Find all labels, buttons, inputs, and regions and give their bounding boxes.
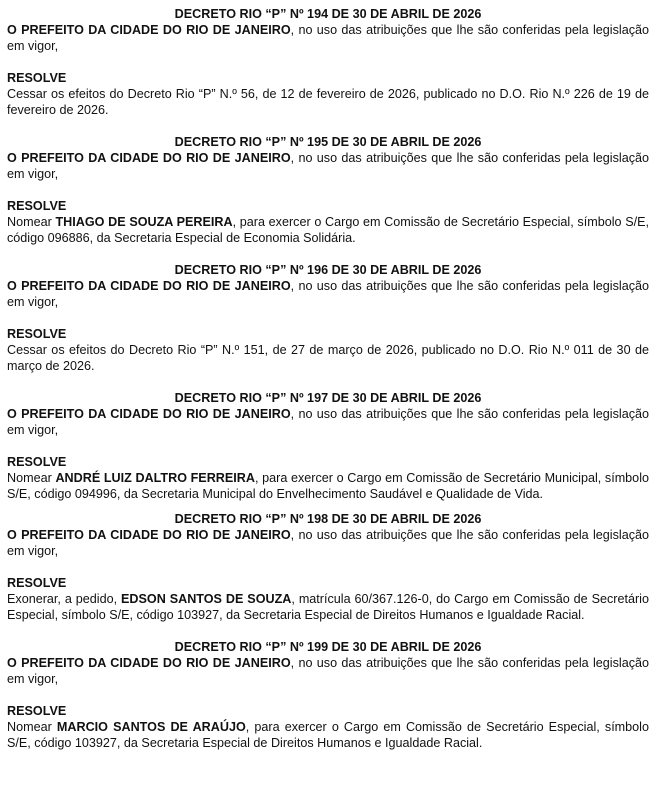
decree-196: [7, 262, 649, 374]
decree-title: DECRETO RIO “P” Nº 198 DE 30 DE ABRIL DE 2026: [174, 512, 482, 526]
mayor-label: O PREFEITO DA CIDADE DO RIO DE JANEIRO: [7, 528, 291, 542]
body-text: Nomear: [7, 471, 56, 485]
mayor-label: O PREFEITO DA CIDADE DO RIO DE JANEIRO: [7, 23, 291, 37]
mayor-label: O PREFEITO DA CIDADE DO RIO DE JANEIRO: [7, 407, 291, 421]
person-name: THIAGO DE SOUZA PEREIRA: [55, 215, 233, 229]
decree-195: [7, 134, 649, 246]
preamble-text: , no uso das atribuições que lhe são conferidas pela legislação em vigor,: [7, 528, 649, 558]
decree-198: [7, 511, 649, 623]
decree-title: DECRETO RIO “P” Nº 196 DE 30 DE ABRIL DE 2026: [174, 263, 482, 277]
resolve-label: RESOLVE: [7, 576, 67, 590]
mayor-label: O PREFEITO DA CIDADE DO RIO DE JANEIRO: [7, 151, 291, 165]
decree-body: [7, 342, 649, 374]
preamble-text: , no uso das atribuições que lhe são conferidas pela legislação em vigor,: [7, 656, 649, 686]
preamble-text: , no uso das atribuições que lhe são conferidas pela legislação em vigor,: [7, 151, 649, 181]
decree-197: [7, 390, 649, 502]
body-text: Exonerar, a pedido,: [7, 592, 121, 606]
decree-title: DECRETO RIO “P” Nº 194 DE 30 DE ABRIL DE 2026: [174, 7, 482, 21]
decree-preamble: [7, 655, 649, 687]
decree-body: [7, 214, 649, 246]
decree-194: [7, 6, 649, 118]
decree-preamble: [7, 278, 649, 310]
decree-preamble: [7, 406, 649, 438]
decree-title: DECRETO RIO “P” Nº 199 DE 30 DE ABRIL DE 2026: [174, 640, 482, 654]
resolve-label: RESOLVE: [7, 71, 67, 85]
resolve-label: RESOLVE: [7, 327, 67, 341]
body-text: Nomear: [7, 215, 56, 229]
person-name: ANDRÉ LUIZ DALTRO FERREIRA: [55, 471, 255, 485]
resolve-label: RESOLVE: [7, 704, 67, 718]
preamble-text: , no uso das atribuições que lhe são conferidas pela legislação em vigor,: [7, 279, 649, 309]
body-text-after: , para exercer o Cargo em Comissão de Secretário Especial, símbolo S/E, código 096886, da Secretaria Especial de Economia Solidária.: [7, 215, 649, 245]
resolve-label: RESOLVE: [7, 199, 67, 213]
decree-body: [7, 591, 649, 623]
body-text-after: , para exercer o Cargo em Comissão de Secretário Especial, símbolo S/E, código 103927, da Secretaria Especial de Direitos Humanos e Igualdade Racial.: [7, 720, 649, 750]
decree-body: [7, 86, 649, 118]
person-name: MARCIO SANTOS DE ARAÚJO: [56, 720, 246, 734]
body-text: Cessar os efeitos do Decreto Rio “P” N.º 151, de 27 de março de 2026, publicado no D.O. Rio N.º 011 de 30 de março de 2026.: [7, 343, 649, 373]
body-text: Cessar os efeitos do Decreto Rio “P” N.º 56, de 12 de fevereiro de 2026, publicado no D.O. Rio N.º 226 de 19 de fevereiro de 2026.: [7, 87, 649, 117]
person-name: EDSON SANTOS DE SOUZA: [121, 592, 292, 606]
decree-199: [7, 639, 649, 751]
decree-preamble: [7, 527, 649, 559]
decree-preamble: [7, 22, 649, 54]
decree-body: [7, 470, 649, 502]
decree-preamble: [7, 150, 649, 182]
body-text-after: , matrícula 60/367.126-0, do Cargo em Comissão de Secretário Especial, símbolo S/E, código 103927, da Secretaria Especial de Direitos Humanos e Igualdade Racial.: [7, 592, 649, 622]
resolve-label: RESOLVE: [7, 455, 67, 469]
body-text-after: , para exercer o Cargo em Comissão de Secretário Municipal, símbolo S/E, código 094996, da Secretaria Municipal do Envelhecimento Saudável e Qualidade de Vida.: [7, 471, 649, 501]
mayor-label: O PREFEITO DA CIDADE DO RIO DE JANEIRO: [7, 656, 291, 670]
decree-title: DECRETO RIO “P” Nº 197 DE 30 DE ABRIL DE 2026: [174, 391, 482, 405]
preamble-text: , no uso das atribuições que lhe são conferidas pela legislação em vigor,: [7, 407, 649, 437]
decree-body: [7, 719, 649, 751]
mayor-label: O PREFEITO DA CIDADE DO RIO DE JANEIRO: [7, 279, 291, 293]
decree-title: DECRETO RIO “P” Nº 195 DE 30 DE ABRIL DE 2026: [174, 135, 482, 149]
body-text: Nomear: [7, 720, 57, 734]
preamble-text: , no uso das atribuições que lhe são conferidas pela legislação em vigor,: [7, 23, 649, 53]
